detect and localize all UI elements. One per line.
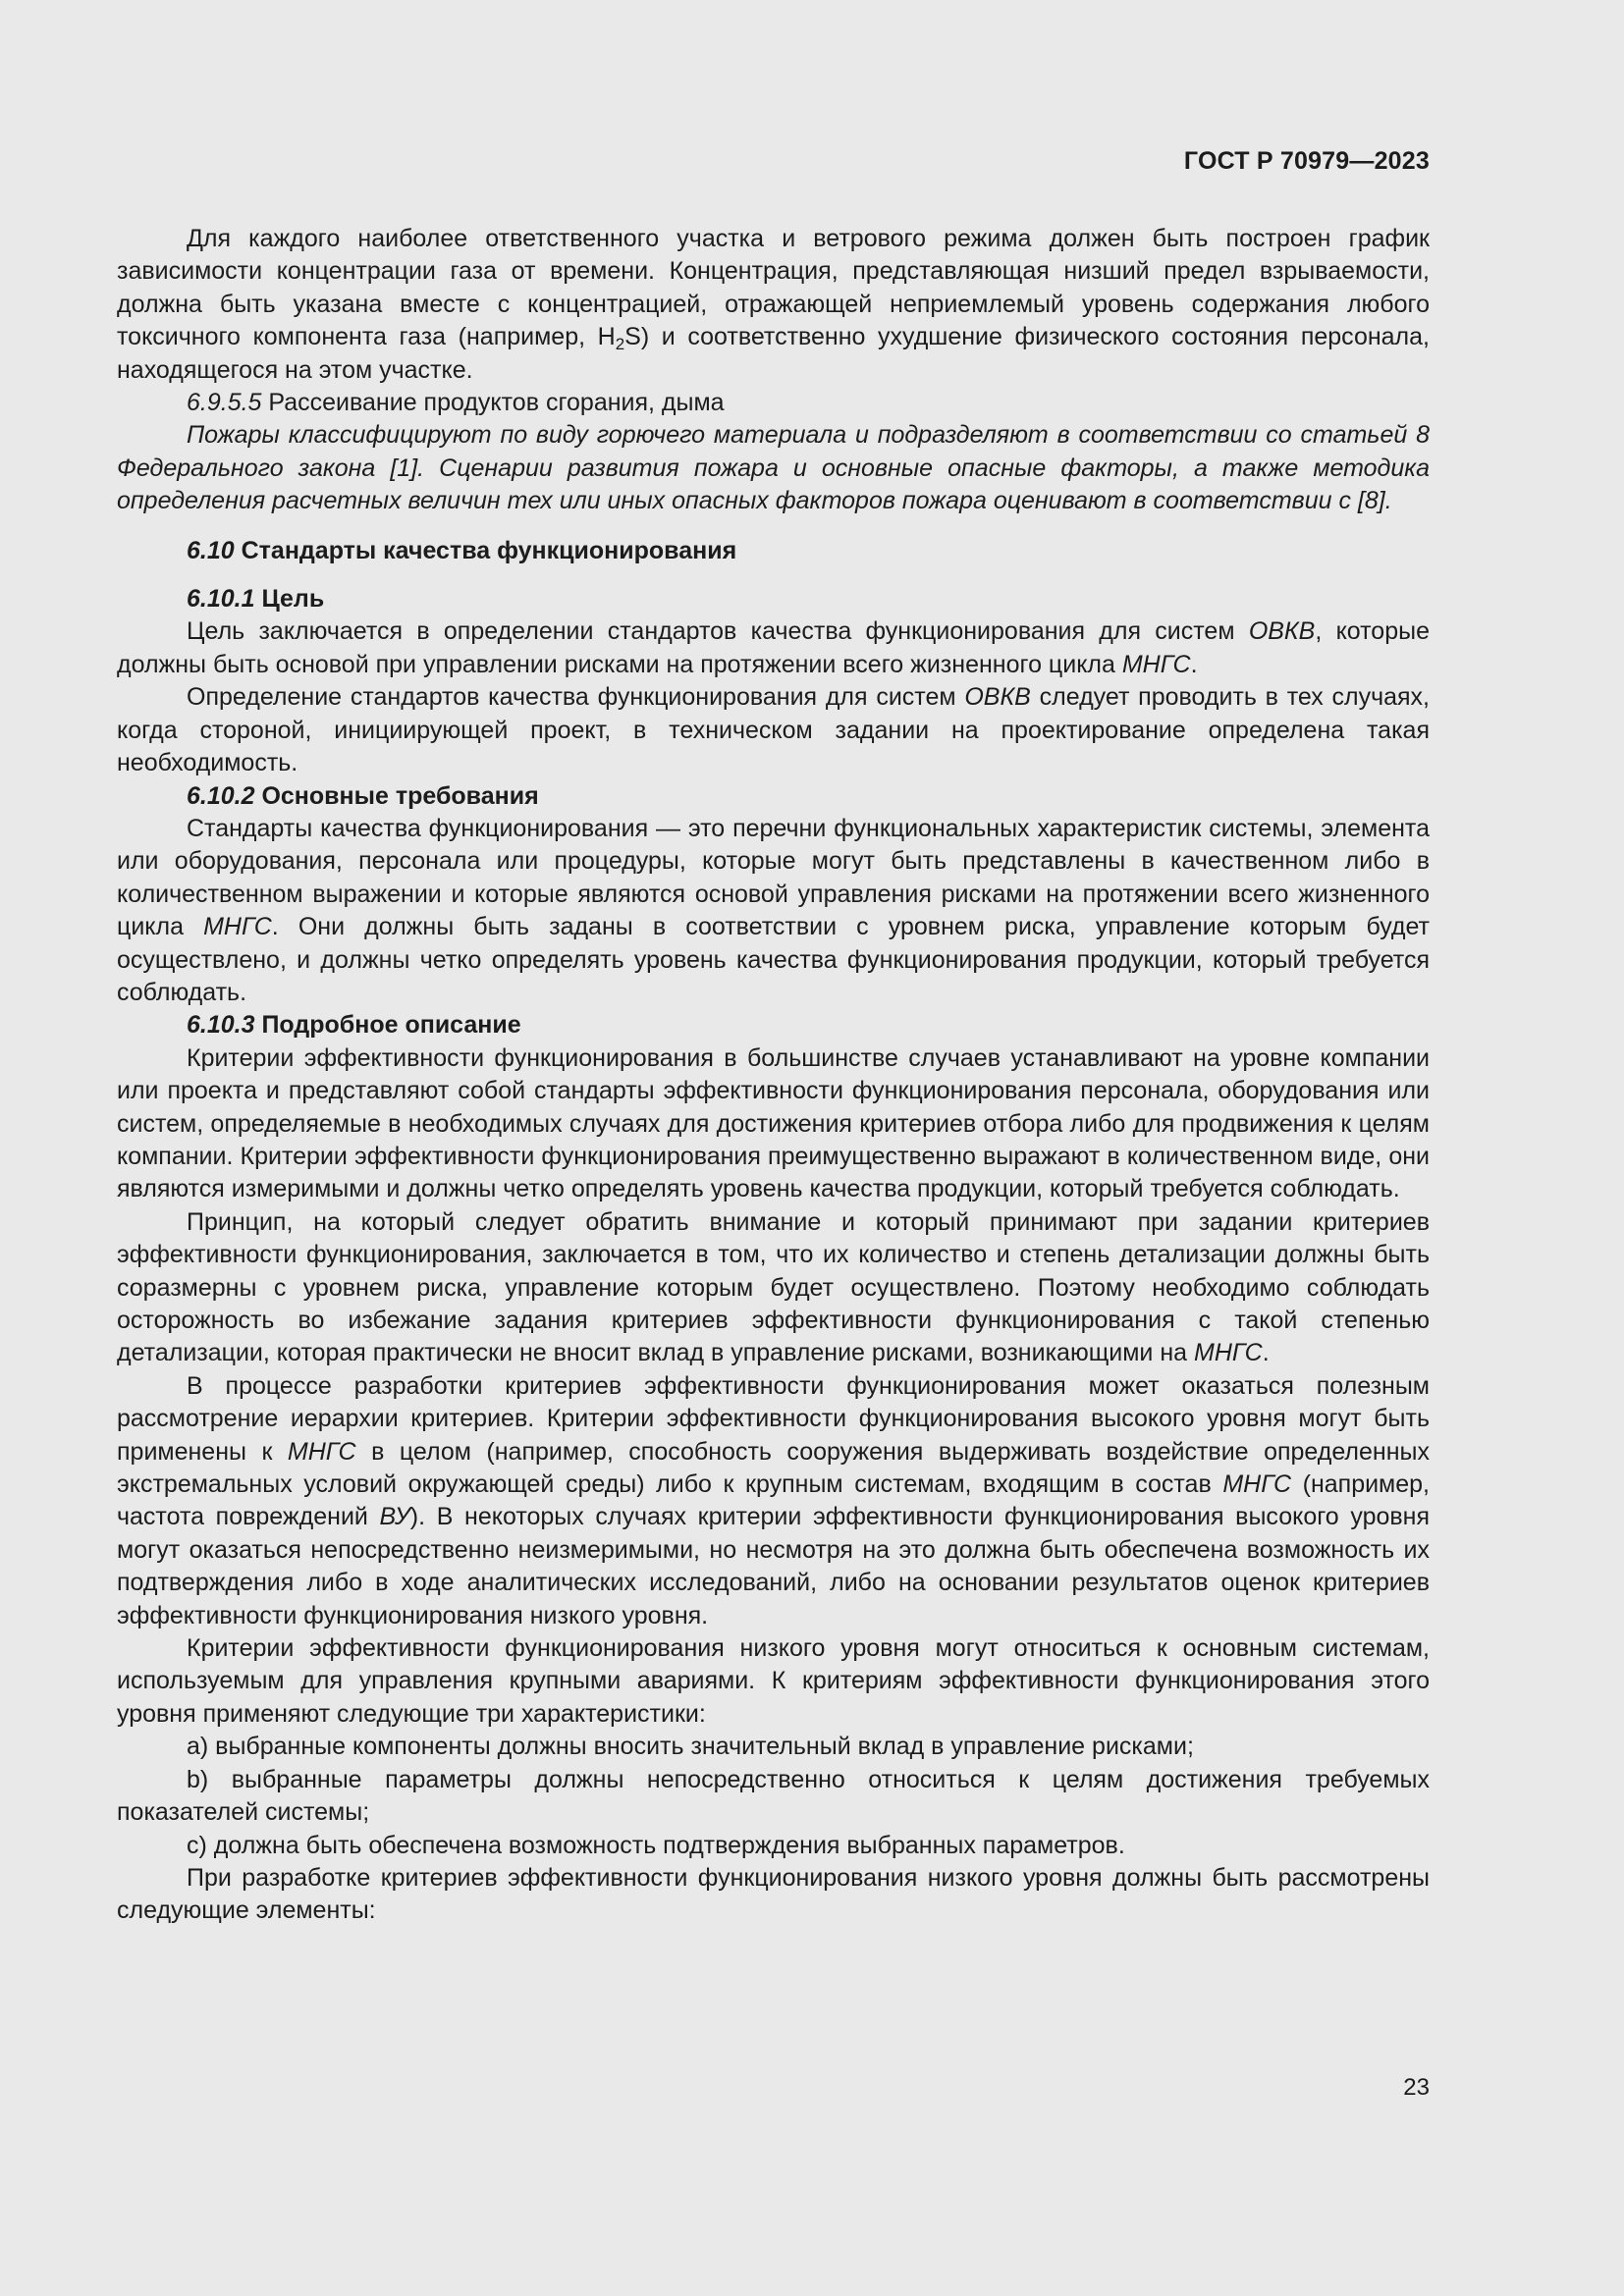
paragraph-fire: Пожары классифицируют по виду горючего материала и подразделяют в соответствии со статьей 8 Федерального закона [1]. Сценарии развития пожара и основные опасные факторы, а также методика определения расчетных величин тех или иных опасных факторов пожара оценивают в соответствии с [8].: [117, 421, 1430, 515]
list-item-b: b) выбранные параметры должны непосредственно относиться к целям достижения требуемых показателей системы;: [117, 1765, 1430, 1827]
list-item-a: a) выбранные компоненты должны вносить значительный вклад в управление рисками;: [187, 1733, 1194, 1761]
page-number: 23: [1403, 2074, 1430, 2101]
subsection-heading-6-10-1: 6.10.1 Цель: [187, 585, 325, 614]
paragraph-detail-3: В процессе разработки критериев эффективности функционирования может оказаться полезным рассмотрение иерархии критериев. Критерии эффективности функционирования высокого уровня могут быть применены к МНГС в целом (например, способность сооружения выдерживать воздействие определенных экстремальных условий окружающей среды) либо к крупным системам, входящим в состав МНГС (например, частота повреждений ВУ). В некоторых случаях критерии эффективности функционирования высокого уровня могут оказаться непосредственно неизмеримыми, но несмотря на это должна быть обеспечена возможность их подтверждения либо в ходе аналитических исследований, либо на основании результатов оценок критериев эффективности функционирования низкого уровня.: [117, 1371, 1430, 1629]
subsection-heading-6-10-3: 6.10.3 Подробное описание: [187, 1011, 521, 1040]
section-heading-6-10: 6.10 Стандарты качества функционирования: [187, 536, 737, 564]
paragraph-detail-4: Критерии эффективности функционирования низкого уровня могут относиться к основным системам, используемым для управления крупными авариями. К критериям эффективности функционирования этого уровня применяют следующие три характеристики:: [117, 1634, 1430, 1728]
paragraph-goal-2: Определение стандартов качества функционирования для систем ОВКВ следует проводить в тех случаях, когда стороной, инициирующей проект, в техническом задании на проектирование определена такая необходимость.: [117, 683, 1430, 777]
paragraph-detail-1: Критерии эффективности функционирования в большинстве случаев устанавливают на уровне компании или проекта и представляют собой стандарты эффективности функционирования персонала, оборудования или систем, определяемые в необходимых случаях для достижения критериев отбора либо для продвижения к целям компании. Критерии эффективности функционирования преимущественно выражают в количественном виде, они являются измеримыми и должны четко определять уровень качества продукции, который требуется соблюдать.: [117, 1043, 1430, 1203]
paragraph-goal-1: Цель заключается в определении стандартов качества функционирования для систем ОВКВ, которые должны быть основой при управлении рисками на протяжении всего жизненного цикла МНГС.: [117, 617, 1430, 678]
subsection-heading-6-10-2: 6.10.2 Основные требования: [187, 781, 539, 810]
paragraph-gas-concentration: Для каждого наиболее ответственного участка и ветрового режима должен быть построен график зависимости концентрации газа от времени. Концентрация, представляющая низший предел взрываемости, должна быть указана вместе с концентрацией, отражающей неприемлемый уровень содержания любого токсичного компонента газа (например, $H_2S$) и соответственно ухудшение физического состояния персонала, находящегося на этом участке.: [117, 225, 1430, 384]
paragraph-requirements: Стандарты качества функционирования — это перечни функциональных характеристик системы, элемента или оборудования, персонала или процедуры, которые могут быть представлены в качественном либо в количественном выражении и которые являются основой управления рисками на протяжении всего жизненного цикла МНГС. Они должны быть заданы в соответствии с уровнем риска, управление которым будет осуществлено, и должны четко определять уровень качества функционирования продукции, который требуется соблюдать.: [117, 814, 1430, 1006]
list-item-c: c) должна быть обеспечена возможность подтверждения выбранных параметров.: [187, 1831, 1125, 1859]
body-text: [117, 223, 1430, 1928]
paragraph-last: При разработке критериев эффективности функционирования низкого уровня должны быть рассмотрены следующие элементы:: [117, 1863, 1430, 1925]
subsection-6-9-5-5: 6.9.5.5 Рассеивание продуктов сгорания, дыма: [187, 389, 725, 417]
paragraph-detail-2: Принцип, на который следует обратить внимание и который принимают при задании критериев эффективности функционирования, заключается в том, что их количество и степень детализации должны быть соразмерны с уровнем риска, управление которым будет осуществлено. Поэтому необходимо соблюдать осторожность во избежание задания критериев эффективности функционирования с такой степенью детализации, которая практически не вносит вклад в управление рисками, возникающими на МНГС.: [117, 1207, 1430, 1367]
standard-id: ГОСТ Р 70979—2023: [1183, 147, 1430, 175]
